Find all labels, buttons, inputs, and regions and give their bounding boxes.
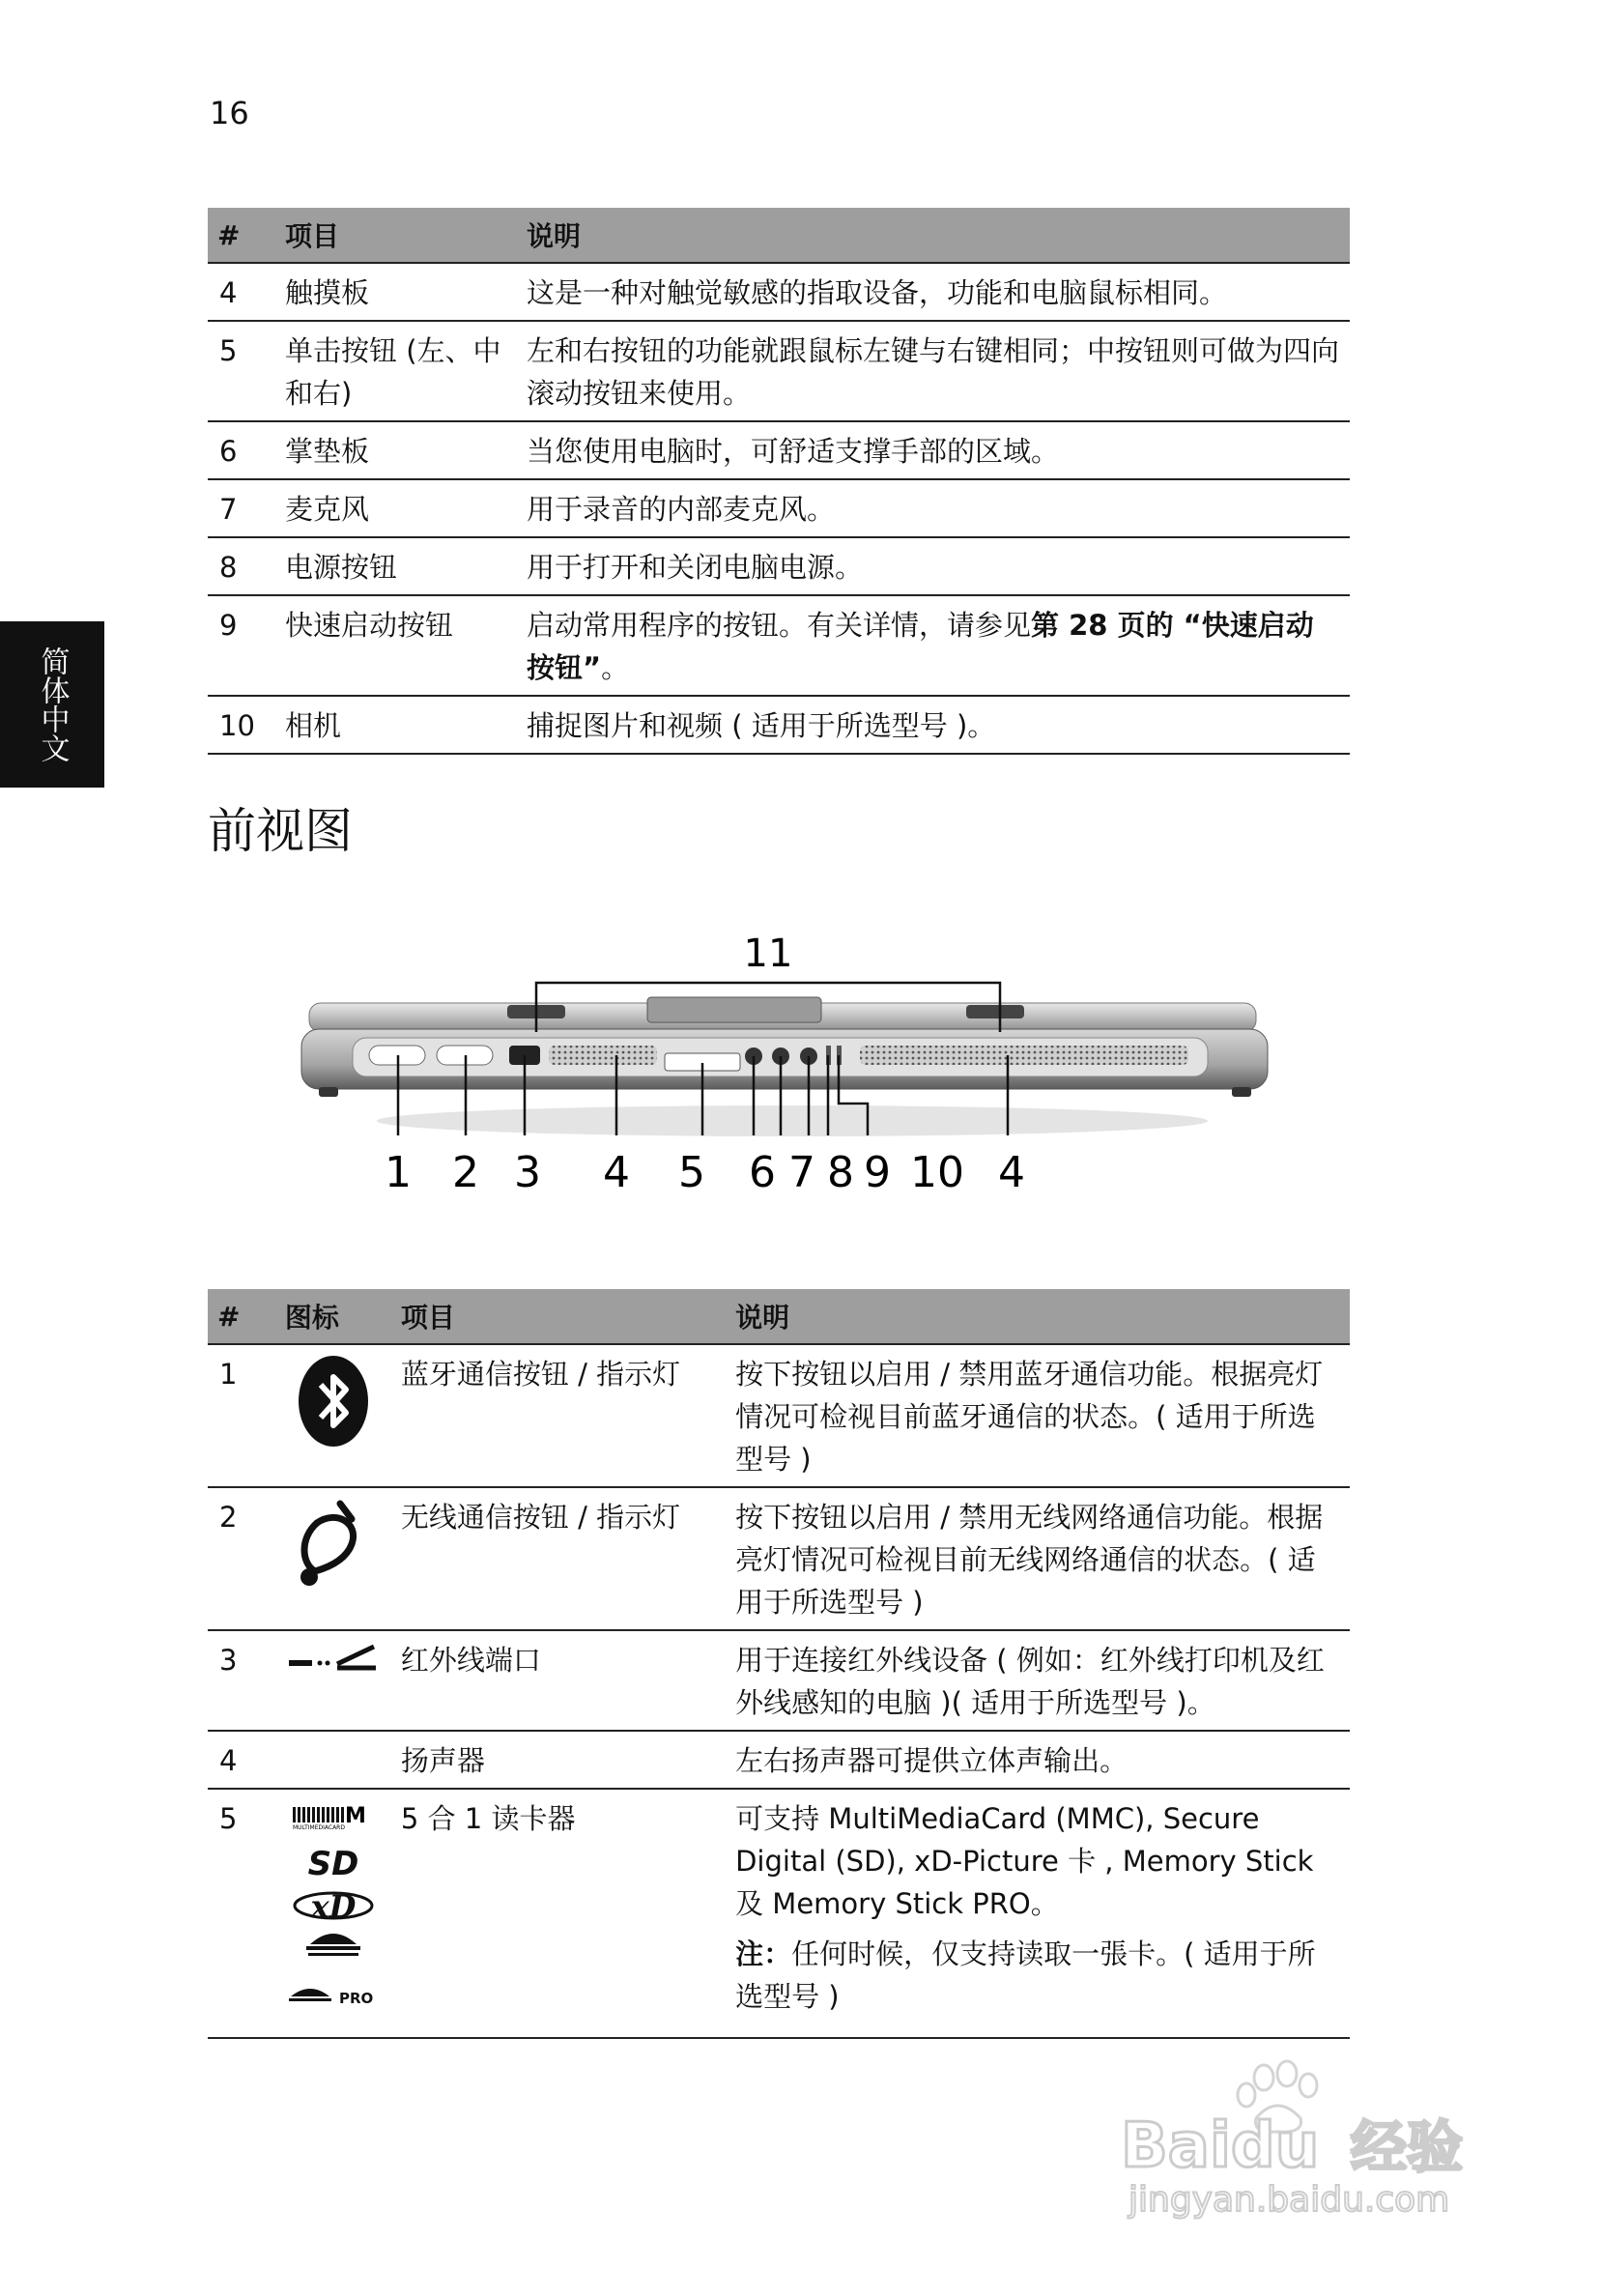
header-icon: 图标 bbox=[275, 1289, 391, 1344]
row-item: 5 合 1 读卡器 bbox=[391, 1789, 726, 2038]
row-number: 9 bbox=[208, 595, 275, 696]
row-item: 麦克风 bbox=[275, 479, 517, 537]
row-icon bbox=[275, 1487, 391, 1630]
table-row bbox=[208, 1487, 1350, 1630]
left-speaker-grille bbox=[549, 1046, 657, 1065]
header-number: # bbox=[208, 208, 275, 263]
row-description: 按下按钮以启用 / 禁用蓝牙通信功能。根据亮灯情况可检视目前蓝牙通信的状态。( 适用于所选型号 ) bbox=[726, 1344, 1350, 1487]
row-description: 左右扬声器可提供立体声输出。 bbox=[726, 1731, 1350, 1789]
svg-text:M: M bbox=[344, 1804, 366, 1828]
row-description: 按下按钮以启用 / 禁用无线网络通信功能。根据亮灯情况可检视目前无线网络通信的状态。( 适用于所选型号 ) bbox=[726, 1487, 1350, 1630]
table-row bbox=[208, 263, 1350, 321]
description-text: 启动常用程序的按钮。有关详情，请参见 bbox=[527, 609, 1032, 642]
watermark-brand: Baidu bbox=[1121, 2110, 1320, 2182]
table-header-row bbox=[208, 1289, 1350, 1344]
row-item: 快速启动按钮 bbox=[275, 595, 517, 696]
page-number: 16 bbox=[210, 95, 249, 131]
row-description: 用于录音的内部麦克风。 bbox=[517, 479, 1350, 537]
row-item: 触摸板 bbox=[275, 263, 517, 321]
table-row bbox=[208, 321, 1350, 421]
svg-text:MULTIMEDIACARD: MULTIMEDIACARD bbox=[292, 1824, 345, 1831]
lid-hinge bbox=[647, 997, 821, 1022]
row-number: 7 bbox=[208, 479, 275, 537]
row-description bbox=[517, 595, 1350, 696]
sd-logo-icon bbox=[308, 1845, 359, 1883]
row-item: 电源按钮 bbox=[275, 537, 517, 595]
wireless-icon bbox=[296, 1496, 371, 1593]
callout-label: 5 bbox=[678, 1148, 705, 1197]
row-description: 当您使用电脑时，可舒适支撑手部的区域。 bbox=[517, 421, 1350, 479]
table-row bbox=[208, 696, 1350, 754]
callout-label: 1 bbox=[385, 1148, 412, 1197]
svg-text:xD: xD bbox=[310, 1888, 357, 1925]
table-row bbox=[208, 1344, 1350, 1487]
table-header-row bbox=[208, 208, 1350, 263]
row-icon bbox=[275, 1789, 391, 2038]
note-label: 注： bbox=[735, 1937, 792, 1970]
bluetooth-icon bbox=[296, 1353, 371, 1449]
row-description: 用于连接红外线设备 ( 例如：红外线打印机及红外线感知的电脑 )( 适用于所选型号 )。 bbox=[726, 1630, 1350, 1731]
table-row bbox=[208, 595, 1350, 696]
row-item: 无线通信按钮 / 指示灯 bbox=[391, 1487, 726, 1630]
watermark-service: 经验 bbox=[1351, 2114, 1464, 2180]
row-icon bbox=[275, 1630, 391, 1731]
row-number: 4 bbox=[208, 263, 275, 321]
memory-stick-logo-icon bbox=[306, 1934, 360, 1956]
table-row bbox=[208, 421, 1350, 479]
callout-label: 4 bbox=[998, 1148, 1025, 1197]
table-row bbox=[208, 1630, 1350, 1731]
row-number: 6 bbox=[208, 421, 275, 479]
table-row bbox=[208, 479, 1350, 537]
row-item: 单击按钮 (左、中和右) bbox=[275, 321, 517, 421]
front-view-components-table bbox=[208, 1289, 1350, 2039]
callout-label: 10 bbox=[910, 1148, 964, 1197]
callout-label: 9 bbox=[864, 1148, 891, 1197]
memory-stick-pro-logo-icon bbox=[289, 1989, 373, 2007]
row-icon bbox=[275, 1344, 391, 1487]
row-number: 5 bbox=[208, 321, 275, 421]
header-description: 说明 bbox=[517, 208, 1350, 263]
callout-label-11: 11 bbox=[743, 932, 793, 976]
row-description: 捕捉图片和视频 ( 适用于所选型号 )。 bbox=[517, 696, 1350, 754]
row-number: 8 bbox=[208, 537, 275, 595]
svg-text:PRO: PRO bbox=[338, 1990, 374, 2007]
card-reader-icons bbox=[285, 1797, 382, 2020]
header-description: 说明 bbox=[726, 1289, 1350, 1344]
watermark-url: jingyan.baidu.com bbox=[1129, 2180, 1450, 2220]
note bbox=[735, 1933, 1340, 2018]
row-number: 1 bbox=[208, 1344, 275, 1487]
row-description: 左和右按钮的功能就跟鼠标左键与右键相同；中按钮则可做为四向滚动按钮来使用。 bbox=[517, 321, 1350, 421]
row-item: 扬声器 bbox=[391, 1731, 726, 1789]
table-row bbox=[208, 1789, 1350, 2038]
foot-left bbox=[319, 1087, 338, 1097]
row-icon bbox=[275, 1731, 391, 1789]
row-item: 红外线端口 bbox=[391, 1630, 726, 1731]
page-reference: 第 28 页的 “快速启动按钮” bbox=[527, 609, 1314, 684]
header-item: 项目 bbox=[275, 208, 517, 263]
row-item: 蓝牙通信按钮 / 指示灯 bbox=[391, 1344, 726, 1487]
row-number: 3 bbox=[208, 1630, 275, 1731]
baidu-jingyan-watermark bbox=[1121, 2058, 1507, 2223]
callout-labels bbox=[385, 1148, 1025, 1197]
right-speaker-grille bbox=[860, 1046, 1188, 1065]
laptop-front-view-diagram bbox=[290, 899, 1304, 1208]
xd-logo-icon bbox=[295, 1888, 372, 1925]
row-description: 用于打开和关闭电脑电源。 bbox=[517, 537, 1350, 595]
header-item: 项目 bbox=[391, 1289, 726, 1344]
row-number: 4 bbox=[208, 1731, 275, 1789]
lid-latch-right bbox=[966, 1005, 1024, 1019]
callout-label: 8 bbox=[827, 1148, 854, 1197]
row-number: 10 bbox=[208, 696, 275, 754]
row-description: 这是一种对触觉敏感的指取设备，功能和电脑鼠标相同。 bbox=[517, 263, 1350, 321]
foot-right bbox=[1232, 1087, 1251, 1097]
row-number: 5 bbox=[208, 1789, 275, 2038]
table-row bbox=[208, 1731, 1350, 1789]
description-end: 。 bbox=[601, 651, 630, 684]
callout-label: 2 bbox=[452, 1148, 479, 1197]
note-text: 任何时候，仅支持读取一張卡。( 适用于所选型号 ) bbox=[735, 1937, 1316, 2013]
header-number: # bbox=[208, 1289, 275, 1344]
callout-label: 6 bbox=[749, 1148, 776, 1197]
row-description bbox=[726, 1789, 1350, 2038]
row-item: 相机 bbox=[275, 696, 517, 754]
callout-label: 3 bbox=[514, 1148, 541, 1197]
section-title: 前视图 bbox=[208, 803, 353, 859]
callout-label: 7 bbox=[788, 1148, 815, 1197]
row-item: 掌垫板 bbox=[275, 421, 517, 479]
keyboard-components-table bbox=[208, 208, 1350, 755]
callout-label: 4 bbox=[603, 1148, 630, 1197]
description-text: 可支持 MultiMediaCard (MMC), Secure Digital (SD), xD-Picture 卡 , Memory Stick 及 Memory Stick PRO。 bbox=[735, 1802, 1314, 1920]
language-side-tab: 简体中文 bbox=[0, 621, 104, 788]
svg-text:SD: SD bbox=[307, 1845, 359, 1883]
table-row bbox=[208, 537, 1350, 595]
infrared-icon bbox=[287, 1639, 380, 1678]
row-number: 2 bbox=[208, 1487, 275, 1630]
laptop-shadow bbox=[377, 1105, 1208, 1136]
mmc-logo-icon bbox=[293, 1804, 366, 1831]
